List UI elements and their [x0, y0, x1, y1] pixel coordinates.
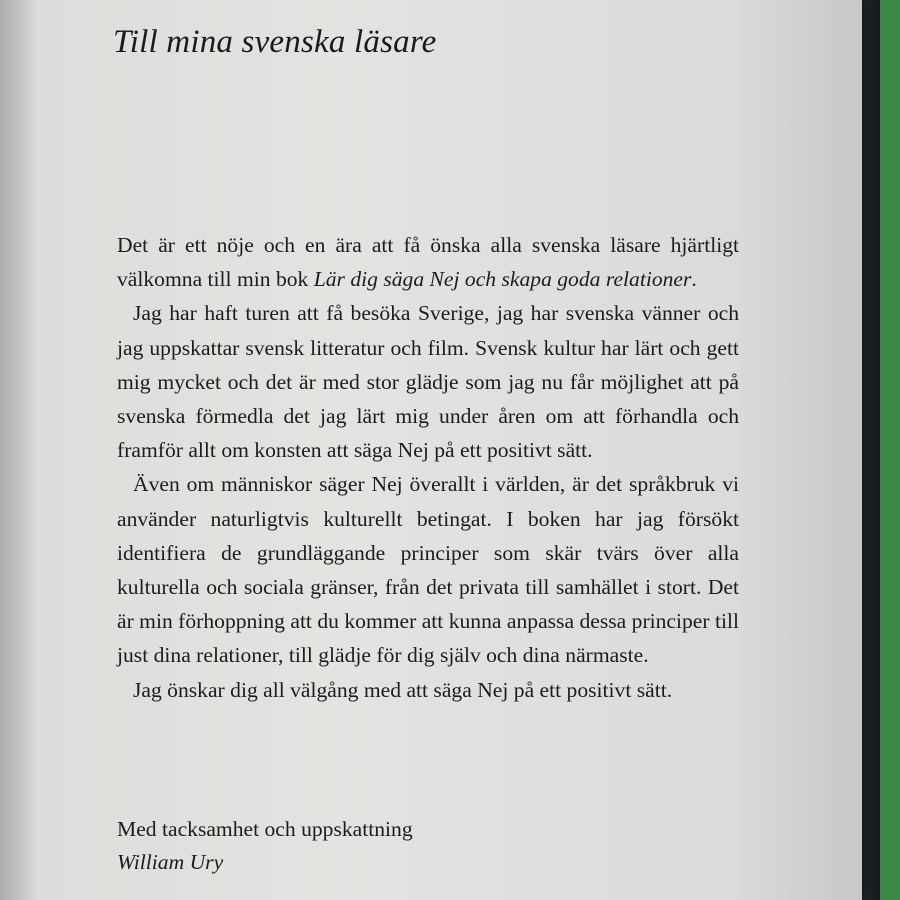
paragraph-3: Även om människor säger Nej överallt i världen, är det språkbruk vi använder naturligtvis kulturellt betingat. I boken har jag försökt identifiera de grundläggande principer som skär tvärs över alla kulturella och sociala gränser, från det privata till samhället i stort. Det är min förhoppning att du kommer att kunna anpassa dessa principer till just dina relationer, till glädje för dig själv och dina närmaste. — [117, 472, 739, 668]
paragraph-1-text: Det är ett nöje och en ära att få önska alla svenska läsare hjärtligt välkomna till min bok — [117, 233, 739, 292]
body-text — [117, 228, 739, 707]
paragraph-1 — [117, 228, 739, 296]
book-title-reference: Lär dig säga Nej och skapa goda relationer — [313, 267, 692, 292]
paragraph-1-end: . — [691, 267, 697, 292]
closing-block — [117, 813, 413, 879]
paragraph-2: Jag har haft turen att få besöka Sverige, jag har svenska vänner och jag uppskattar svensk litteratur och film. Svensk kultur har lärt och gett mig mycket och det är med stor glädje som jag nu får möjlighet att på svenska förmedla det jag lärt mig under åren om att förhandla och framför allt om konsten att säga Nej på ett positivt sätt. — [117, 301, 739, 463]
author-signature: William Ury — [117, 850, 224, 874]
page-gutter-shadow — [0, 0, 40, 900]
paragraph-4: Jag önskar dig all välgång med att säga Nej på ett positivt sätt. — [133, 677, 673, 702]
closing-line: Med tacksamhet och uppskattning — [117, 817, 413, 841]
page-title: Till mina svenska läsare — [113, 24, 437, 60]
